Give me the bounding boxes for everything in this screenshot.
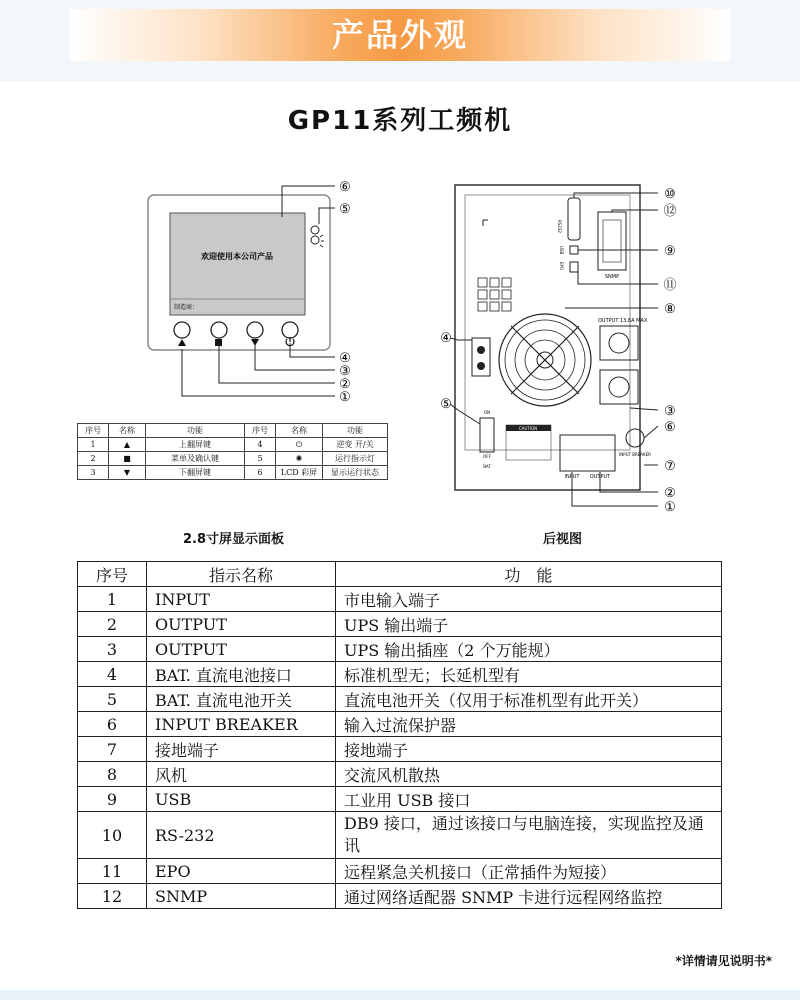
callout-1: ① (339, 390, 351, 405)
table-row (78, 438, 388, 452)
table-row (78, 687, 722, 712)
switch-on-label: ON (483, 410, 491, 415)
table-cell: 1 (78, 587, 147, 612)
table-cell: 3 (78, 466, 109, 480)
table-row (78, 637, 722, 662)
callout-4-rear: ④ (440, 331, 452, 346)
table-row (78, 712, 722, 737)
column-header-function: 功 能 (336, 562, 722, 587)
callout-7-rear: ⑦ (664, 459, 676, 474)
callout-8: ⑧ (664, 302, 676, 317)
table-row (78, 884, 722, 909)
table-cell: UPS 输出插座（2 个万能规） (336, 637, 722, 662)
output-terminal-label: OUTPUT (589, 474, 611, 480)
callout-10: ⑩ (664, 187, 676, 202)
table-cell: 12 (78, 884, 147, 909)
front-panel-legend-table (77, 423, 388, 480)
output-socket-label: OUTPUT 13.8A MAX (598, 318, 648, 324)
table-row (78, 587, 722, 612)
table-cell: 4 (245, 438, 276, 452)
table-cell: ⏻ (276, 438, 323, 452)
up-button[interactable] (174, 322, 190, 338)
table-cell: 8 (78, 762, 147, 787)
run-indicator-icon (311, 226, 319, 234)
input-terminal-label: INPUT (564, 474, 580, 480)
table-cell: 5 (78, 687, 147, 712)
rs232-port (568, 198, 580, 240)
footnote: *详情请见说明书* (675, 954, 772, 968)
callout-3: ③ (339, 364, 351, 379)
table-cell: 11 (78, 859, 147, 884)
callout-5-rear: ⑤ (440, 397, 452, 412)
front-panel-diagram (140, 175, 360, 410)
table-row (78, 612, 722, 637)
callout-9: ⑨ (664, 244, 676, 259)
output-socket-2 (600, 370, 638, 404)
power-button[interactable] (282, 322, 298, 338)
lcd-screen (170, 213, 305, 315)
table-cell: 3 (78, 637, 147, 662)
usb-label: USB (559, 246, 564, 255)
column-header-name: 指示名称 (147, 562, 336, 587)
epo-label: EPO (559, 262, 564, 271)
callout-1-rear: ① (664, 500, 676, 515)
table-cell: 7 (78, 737, 147, 762)
table-cell: ▼ (109, 466, 146, 480)
terminal-block (560, 435, 615, 471)
menu-button[interactable] (211, 322, 227, 338)
table-cell: 4 (78, 662, 147, 687)
table-cell: 逆变 开/关 (323, 438, 388, 452)
mini-header-cell: 名称 (276, 424, 323, 438)
table-cell: 2 (78, 612, 147, 637)
table-cell: DB9 接口，通过该接口与电脑连接，实现监控及通讯 (336, 812, 722, 859)
header-banner (0, 0, 800, 82)
table-cell: OUTPUT (147, 637, 336, 662)
callout-6: ⑥ (339, 180, 351, 195)
fan-icon (499, 314, 591, 406)
table-cell: ▲ (109, 438, 146, 452)
rs232-label: RS232 (557, 220, 562, 233)
table-row (78, 762, 722, 787)
table-cell: SNMP (147, 884, 336, 909)
table-cell: 工业用 USB 接口 (336, 787, 722, 812)
table-cell: 接地端子 (147, 737, 336, 762)
table-cell: INPUT BREAKER (147, 712, 336, 737)
up-arrow-icon (178, 339, 186, 346)
input-breaker-label: INPUT BREAKER (619, 452, 651, 457)
table-cell: 市电输入端子 (336, 587, 722, 612)
table-cell: 1 (78, 438, 109, 452)
table-cell: LCD 彩屏 (276, 466, 323, 480)
usb-port (570, 246, 578, 254)
table-cell: BAT. 直流电池开关 (147, 687, 336, 712)
table-row (78, 859, 722, 884)
table-cell: 运行指示灯 (323, 452, 388, 466)
table-row (78, 787, 722, 812)
table-row (78, 466, 388, 480)
callout-6-rear: ⑥ (664, 420, 676, 435)
table-header-row (78, 562, 722, 587)
battery-connector (472, 338, 490, 376)
table-cell: 上翻屏键 (146, 438, 245, 452)
light-icon (311, 235, 324, 247)
input-breaker (626, 429, 644, 447)
table-row (78, 812, 722, 859)
table-cell: ✺ (276, 452, 323, 466)
snmp-slot (598, 212, 626, 270)
table-cell: 接地端子 (336, 737, 722, 762)
table-cell: 10 (78, 812, 147, 859)
mini-header-cell: 序号 (245, 424, 276, 438)
table-cell: 6 (78, 712, 147, 737)
bottom-strip (0, 990, 800, 1000)
indicator-function-table (77, 561, 722, 909)
switch-bat-label: BAT (483, 464, 491, 469)
rear-panel-caption: 后视图 (543, 532, 583, 547)
callout-12: ⑫ (663, 204, 677, 219)
callout-2: ② (339, 377, 351, 392)
table-cell: USB (147, 787, 336, 812)
table-cell: 输入过流保护器 (336, 712, 722, 737)
table-cell: EPO (147, 859, 336, 884)
table-row (78, 737, 722, 762)
front-panel-caption: 2.8寸屏显示面板 (183, 532, 285, 547)
table-cell: ■ (109, 452, 146, 466)
table-cell: 风机 (147, 762, 336, 787)
snmp-label: SNMP (604, 274, 620, 280)
table-row (78, 452, 388, 466)
mini-table-header (78, 424, 388, 438)
callout-11: ⑪ (663, 278, 677, 293)
battery-switch (480, 418, 494, 452)
table-cell: RS-232 (147, 812, 336, 859)
table-cell: 交流风机散热 (336, 762, 722, 787)
table-cell: 通过网络适配器 SNMP 卡进行远程网络监控 (336, 884, 722, 909)
caution-text: CAUTION (518, 426, 538, 431)
table-cell: 显示运行状态 (323, 466, 388, 480)
table-cell: INPUT (147, 587, 336, 612)
callout-4: ④ (339, 351, 351, 366)
rear-panel-diagram (440, 180, 690, 520)
manufacturer-label: 制造商： (174, 304, 199, 311)
table-cell: BAT. 直流电池接口 (147, 662, 336, 687)
mini-header-cell: 名称 (109, 424, 146, 438)
callout-5: ⑤ (339, 202, 351, 217)
page-title: GP11系列工频机 (287, 106, 513, 136)
table-cell: 2 (78, 452, 109, 466)
mini-header-cell: 序号 (78, 424, 109, 438)
table-cell: 5 (245, 452, 276, 466)
switch-off-label: OFF (483, 454, 491, 459)
epo-port (570, 262, 578, 272)
table-cell: 9 (78, 787, 147, 812)
screen-welcome-text: 欢迎使用本公司产品 (201, 252, 273, 261)
table-row (78, 662, 722, 687)
table-cell: 标准机型无；长延机型有 (336, 662, 722, 687)
table-cell: 下翻屏键 (146, 466, 245, 480)
mini-header-cell: 功能 (323, 424, 388, 438)
table-cell: 菜单及确认键 (146, 452, 245, 466)
callout-2-rear: ② (664, 486, 676, 501)
mini-header-cell: 功能 (146, 424, 245, 438)
table-cell: OUTPUT (147, 612, 336, 637)
column-header-number: 序号 (78, 562, 147, 587)
callout-3-rear: ③ (664, 404, 676, 419)
down-button[interactable] (247, 322, 263, 338)
table-cell: 远程紧急关机接口（正常插件为短接） (336, 859, 722, 884)
vent-grid (478, 278, 511, 311)
table-cell: UPS 输出端子 (336, 612, 722, 637)
table-cell: 6 (245, 466, 276, 480)
banner-title: 产品外观 (331, 16, 468, 54)
output-socket-1 (600, 326, 638, 360)
table-cell: 直流电池开关（仅用于标准机型有此开关） (336, 687, 722, 712)
